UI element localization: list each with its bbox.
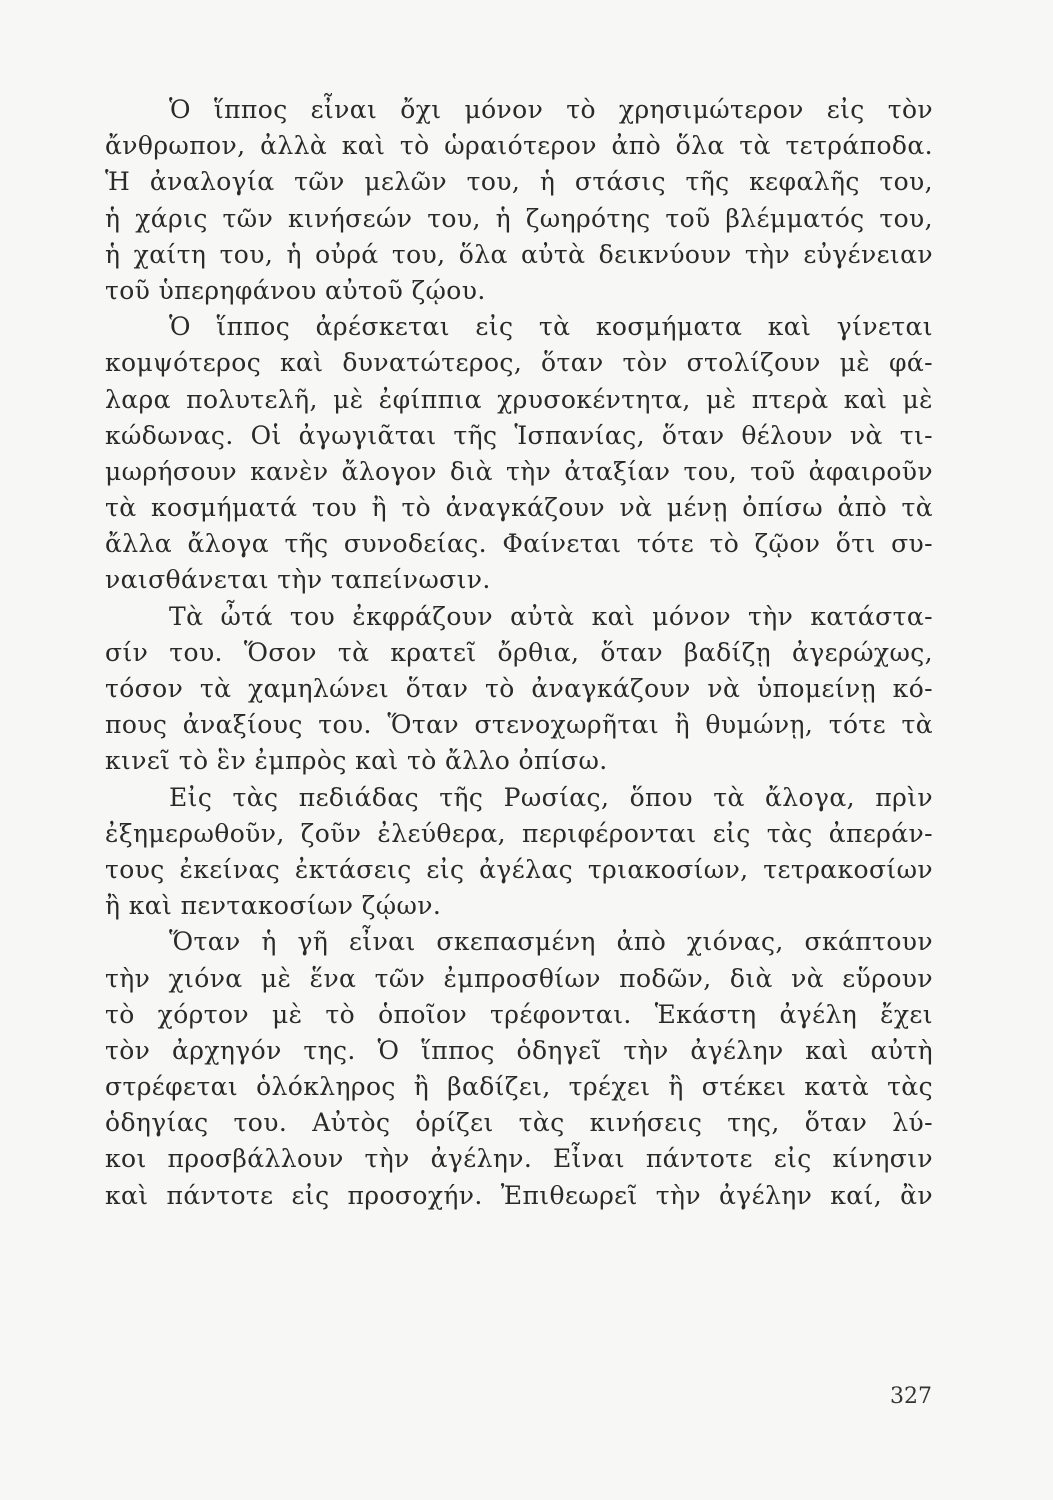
- text-line: τὴν χιόνα μὲ ἕνα τῶν ἐμπροσθίων ποδῶν, διὰ νὰ εὕρουν: [105, 963, 933, 993]
- text-line: ἄλλα ἄλογα τῆς συνοδείας. Φαίνεται τότε τὸ ζῷον ὅτι συ-: [105, 529, 933, 559]
- text-line: τὸ χόρτον μὲ τὸ ὁποῖον τρέφονται. Ἑκάστη ἀγέλη ἔχει: [105, 999, 933, 1029]
- text-line: τὸν ἀρχηγόν της. Ὁ ἵππος ὁδηγεῖ τὴν ἀγέλην καὶ αὐτὴ: [105, 1035, 933, 1065]
- text-line: κοι προσβάλλουν τὴν ἀγέλην. Εἶναι πάντοτε εἰς κίνησιν: [105, 1144, 933, 1174]
- text-line: Ὁ ἵππος ἀρέσκεται εἰς τὰ κοσμήματα καὶ γίνεται: [169, 312, 933, 342]
- text-line: κώδωνας. Οἱ ἀγωγιᾶται τῆς Ἱσπανίας, ὅταν θέλουν νὰ τι-: [105, 420, 933, 450]
- text-line: τοῦ ὑπερηφάνου αὐτοῦ ζῴου.: [105, 275, 486, 305]
- text-line: ἢ καὶ πεντακοσίων ζῴων.: [105, 891, 442, 921]
- text-line: Εἰς τὰς πεδιάδας τῆς Ρωσίας, ὅπου τὰ ἄλογα, πρὶν: [169, 782, 933, 812]
- text-line: μωρήσουν κανὲν ἄλογον διὰ τὴν ἀταξίαν του, τοῦ ἀφαιροῦν: [105, 456, 933, 486]
- text-line: πους ἀναξίους του. Ὅταν στενοχωρῆται ἢ θυμώνῃ, τότε τὰ: [105, 710, 933, 740]
- text-line: λαρα πολυτελῆ, μὲ ἐφίππια χρυσοκέντητα, μὲ πτερὰ καὶ μὲ: [105, 384, 933, 414]
- text-line: Τὰ ὦτά του ἐκφράζουν αὐτὰ καὶ μόνον τὴν κατάστα-: [169, 601, 933, 631]
- text-line: ἐξημερωθοῦν, ζοῦν ἐλεύθερα, περιφέρονται εἰς τὰς ἀπεράν-: [105, 818, 933, 848]
- text-line: κινεῖ τὸ ἓν ἐμπρὸς καὶ τὸ ἄλλο ὀπίσω.: [105, 746, 608, 776]
- text-line: στρέφεται ὁλόκληρος ἢ βαδίζει, τρέχει ἢ στέκει κατὰ τὰς: [105, 1072, 933, 1102]
- text-line: σίν του. Ὅσον τὰ κρατεῖ ὄρθια, ὅταν βαδίζῃ ἀγερώχως,: [105, 637, 933, 667]
- text-line: τους ἐκείνας ἐκτάσεις εἰς ἀγέλας τριακοσίων, τετρακοσίων: [105, 854, 933, 884]
- text-line: τόσον τὰ χαμηλώνει ὅταν τὸ ἀναγκάζουν νὰ ὑπομείνῃ κό-: [105, 674, 933, 703]
- page-number: 327: [890, 1384, 932, 1409]
- text-line: Ὅταν ἡ γῆ εἶναι σκεπασμένη ἀπὸ χιόνας, σκάπτουν: [169, 927, 933, 957]
- text-line: καὶ πάντοτε εἰς προσοχήν. Ἐπιθεωρεῖ τὴν ἀγέλην καί, ἂν: [105, 1180, 933, 1210]
- text-line: τὰ κοσμήματά του ἢ τὸ ἀναγκάζουν νὰ μένῃ ὀπίσω ἀπὸ τὰ: [105, 493, 933, 523]
- text-line: Ὁ ἵππος εἶναι ὄχι μόνον τὸ χρησιμώτερον εἰς τὸν: [169, 95, 933, 124]
- text-line: ἄνθρωπον, ἀλλὰ καὶ τὸ ὡραιότερον ἀπὸ ὅλα τὰ τετράποδα.: [105, 131, 933, 161]
- text-line: Ἡ ἀναλογία τῶν μελῶν του, ἡ στάσις τῆς κεφαλῆς του,: [105, 167, 933, 197]
- body-text: [105, 92, 933, 1214]
- text-line: ἡ χάρις τῶν κινήσεών του, ἡ ζωηρότης τοῦ βλέμματός του,: [105, 203, 933, 233]
- text-line: ναισθάνεται τὴν ταπείνωσιν.: [105, 565, 491, 595]
- text-line: ἡ χαίτη του, ἡ οὐρά του, ὅλα αὐτὰ δεικνύουν τὴν εὐγένειαν: [105, 239, 933, 269]
- text-line: κομψότερος καὶ δυνατώτερος, ὅταν τὸν στολίζουν μὲ φά-: [105, 348, 933, 378]
- text-line: ὁδηγίας του. Αὐτὸς ὁρίζει τὰς κινήσεις της, ὅταν λύ-: [105, 1108, 933, 1138]
